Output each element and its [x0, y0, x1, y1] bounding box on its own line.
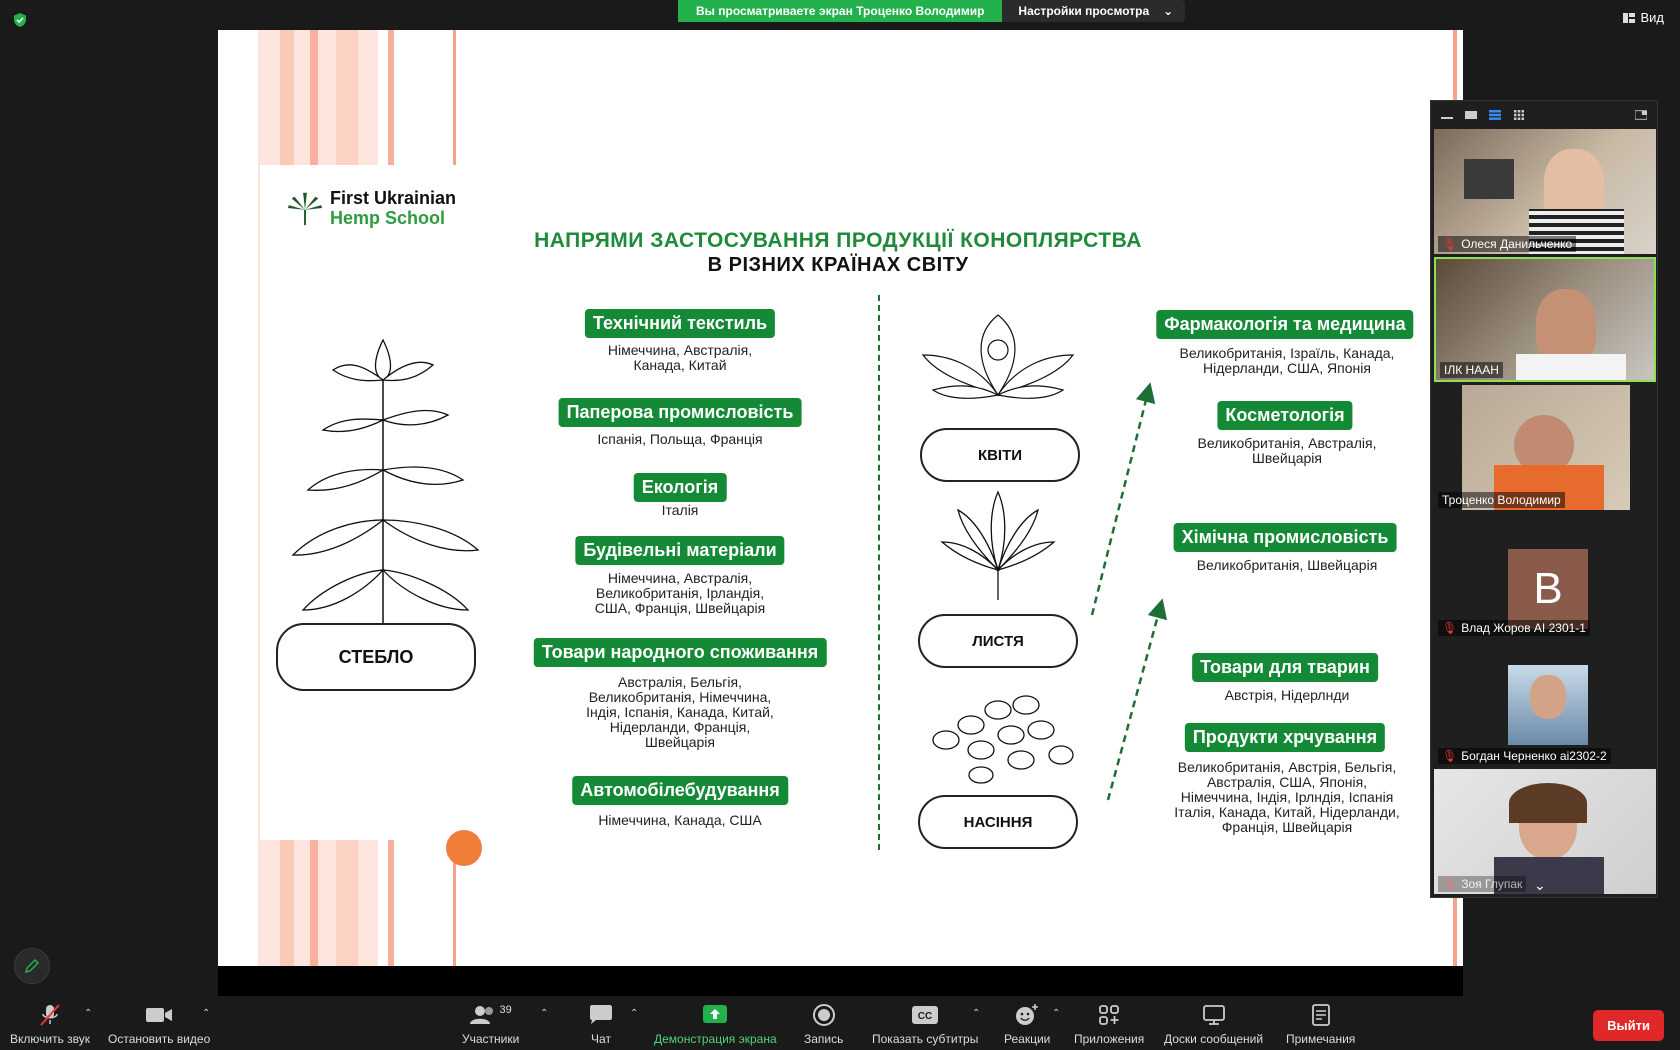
category-technical-textile: Технічний текстиль [585, 309, 775, 338]
participant-tile[interactable] [1434, 385, 1656, 510]
countries-pharmacology: Великобританія, Ізраїль, Канада, Нідерланди, США, Японія [1179, 345, 1395, 376]
mic-muted-icon: 🎙︎ [1442, 237, 1458, 251]
logo-line-1: First Ukrainian [330, 188, 457, 208]
chevron-down-icon: ⌄ [1163, 4, 1174, 18]
countries-automotive: Німеччина, Канада, США [598, 812, 762, 828]
mic-muted-icon: 🎙︎ [1442, 621, 1458, 635]
leaves-label: ЛИСТЯ [918, 614, 1078, 668]
category-chemical-industry: Хімічна промисловість [1174, 523, 1397, 552]
chevron-up-icon[interactable]: ⌃ [972, 1008, 981, 1019]
chevron-down-icon[interactable]: ⌄ [1534, 877, 1546, 893]
participant-tile[interactable] [1434, 769, 1656, 894]
participant-tile[interactable] [1434, 257, 1656, 382]
participant-tile[interactable] [1434, 641, 1656, 766]
record-icon [813, 1004, 835, 1026]
mic-muted-icon: 🎙︎ [1442, 749, 1458, 763]
captions-button[interactable]: CC Показать субтитры [872, 1002, 978, 1046]
countries-chemical-industry: Великобританія, Швейцарія [1196, 557, 1378, 573]
viewing-label: Вы просматриваете экран Троценко Володимир [678, 0, 1002, 22]
slide-title-line-1: НАПРЯМИ ЗАСТОСУВАННЯ ПРОДУКЦІЇ КОНОПЛЯРСТВА [534, 229, 1142, 252]
mic-muted-icon: 🎙︎ [1442, 877, 1458, 891]
notes-icon [1312, 1004, 1330, 1026]
countries-pet-products: Австрія, Нідерлнди [1224, 687, 1350, 703]
participants-icon [470, 1005, 498, 1025]
screen-share-bottom-bar [218, 966, 1463, 996]
camera-icon [146, 1006, 172, 1024]
participants-count: 39 [499, 1004, 512, 1016]
participants-button[interactable]: 39 Участники [462, 1004, 520, 1046]
chevron-up-icon[interactable]: ⌃ [540, 1008, 549, 1019]
avatar: B [1508, 549, 1588, 629]
category-food-products: Продукти хрчування [1185, 723, 1385, 752]
svg-text:CC: CC [917, 1011, 933, 1022]
category-automotive: Автомобілебудування [572, 776, 788, 805]
shield-icon[interactable] [12, 12, 28, 28]
view-button[interactable] [1623, 10, 1664, 25]
gallery-grid-icon[interactable] [1513, 110, 1525, 120]
category-ecology: Екологія [634, 473, 727, 502]
view-settings-label: Настройки просмотра [1018, 4, 1150, 18]
countries-consumer-goods: Австралія, Бельгія, Великобританія, Німеччина, Індія, Іспанія, Канада, Китай, Нідерланди, Франція, Швейцарія [586, 674, 774, 750]
countries-cosmetology: Великобританія, Австралія, Швейцарія [1197, 435, 1377, 466]
view-settings-button[interactable] [1002, 0, 1185, 22]
slide-title-line-2: В РІЗНИХ КРАЇНАХ СВІТУ [707, 254, 969, 276]
stem-label: СТЕБЛО [276, 623, 476, 691]
participant-name: Богдан Черненко аі2302-2 [1461, 749, 1607, 763]
notes-button[interactable]: Примечания [1286, 1002, 1355, 1046]
leave-button[interactable]: Выйти [1593, 1010, 1664, 1041]
unmute-button[interactable]: Включить звук [10, 1002, 90, 1046]
chat-button[interactable]: Чат [590, 1002, 612, 1046]
seeds-illustration [926, 690, 1076, 785]
logo-line-2: Hemp School [330, 208, 446, 228]
divider-line [878, 295, 880, 850]
record-button[interactable]: Запись [804, 1002, 843, 1046]
share-screen-icon [703, 1005, 727, 1025]
annotate-button[interactable] [14, 948, 50, 984]
meeting-toolbar [0, 996, 1680, 1050]
participant-tile[interactable] [1434, 513, 1656, 638]
chevron-up-icon[interactable]: ⌃ [630, 1008, 639, 1019]
chat-icon [590, 1005, 612, 1025]
shared-screen [218, 30, 1463, 966]
speaker-view-icon[interactable] [1465, 110, 1477, 120]
viewing-banner [678, 0, 1185, 22]
countries-food-products: Великобританія, Австрія, Бельгія, Австралія, США, Японія, Німеччина, Індія, Ірлндія, Іспанія Італія, Канада, Китай, Нідерланди, Франція, Швейцарія [1174, 759, 1400, 835]
category-pet-products: Товари для тварин [1192, 653, 1378, 682]
seeds-label: НАСІННЯ [918, 795, 1078, 849]
hemp-plant-illustration [263, 320, 503, 640]
apps-icon [1099, 1005, 1119, 1025]
view-label: Вид [1640, 10, 1664, 25]
whiteboard-icon [1203, 1005, 1225, 1025]
category-building-materials: Будівельні матеріали [575, 536, 784, 565]
countries-paper-industry: Іспанія, Польща, Франція [597, 431, 763, 447]
category-paper-industry: Паперова промисловість [559, 398, 802, 427]
chevron-up-icon[interactable]: ⌃ [1052, 1008, 1061, 1019]
participant-name: Олеся Данильченко [1461, 237, 1573, 251]
flowers-illustration [918, 305, 1078, 405]
mic-muted-icon [39, 1003, 61, 1027]
chevron-up-icon[interactable]: ⌃ [84, 1008, 93, 1019]
participant-tile[interactable] [1434, 129, 1656, 254]
countries-technical-textile: Німеччина, Австралія, Канада, Китай [607, 342, 753, 373]
leaf-illustration [938, 490, 1058, 610]
gallery-toolbar [1431, 101, 1657, 129]
share-screen-button[interactable]: Демонстрация экрана [654, 1002, 777, 1046]
participant-name: Зоя Глупак [1461, 877, 1523, 891]
category-consumer-goods: Товари народного споживання [534, 638, 827, 667]
hemp-school-logo [286, 188, 456, 228]
closed-captions-icon [912, 1006, 938, 1024]
hemp-leaf-icon [286, 189, 324, 227]
countries-building-materials: Німеччина, Австралія, Великобританія, Ірландія, США, Франція, Швейцарія [594, 570, 766, 616]
whiteboards-button[interactable]: Доски сообщений [1164, 1002, 1263, 1046]
strip-view-icon[interactable] [1489, 110, 1501, 120]
apps-button[interactable]: Приложения [1074, 1002, 1144, 1046]
pencil-icon [24, 958, 40, 974]
reactions-button[interactable]: Реакции [1004, 1002, 1050, 1046]
countries-ecology: Італія [661, 502, 699, 518]
participant-name: Троценко Володимир [1442, 493, 1561, 507]
side-by-side-icon[interactable] [1635, 110, 1647, 120]
minimize-icon[interactable] [1441, 110, 1453, 120]
flowers-label: КВІТИ [920, 428, 1080, 482]
grid-view-icon [1623, 12, 1635, 24]
participant-name: Влад Жоров AI 2301-1 [1461, 621, 1586, 635]
category-cosmetology: Косметологія [1217, 401, 1352, 430]
category-pharmacology: Фармакологія та медицина [1156, 310, 1413, 339]
participant-name: ІЛК НААН [1444, 363, 1499, 377]
smiley-plus-icon [1015, 1004, 1039, 1026]
stop-video-button[interactable]: Остановить видео [108, 1002, 210, 1046]
chevron-up-icon[interactable]: ⌃ [202, 1008, 211, 1019]
participants-gallery [1430, 100, 1658, 898]
